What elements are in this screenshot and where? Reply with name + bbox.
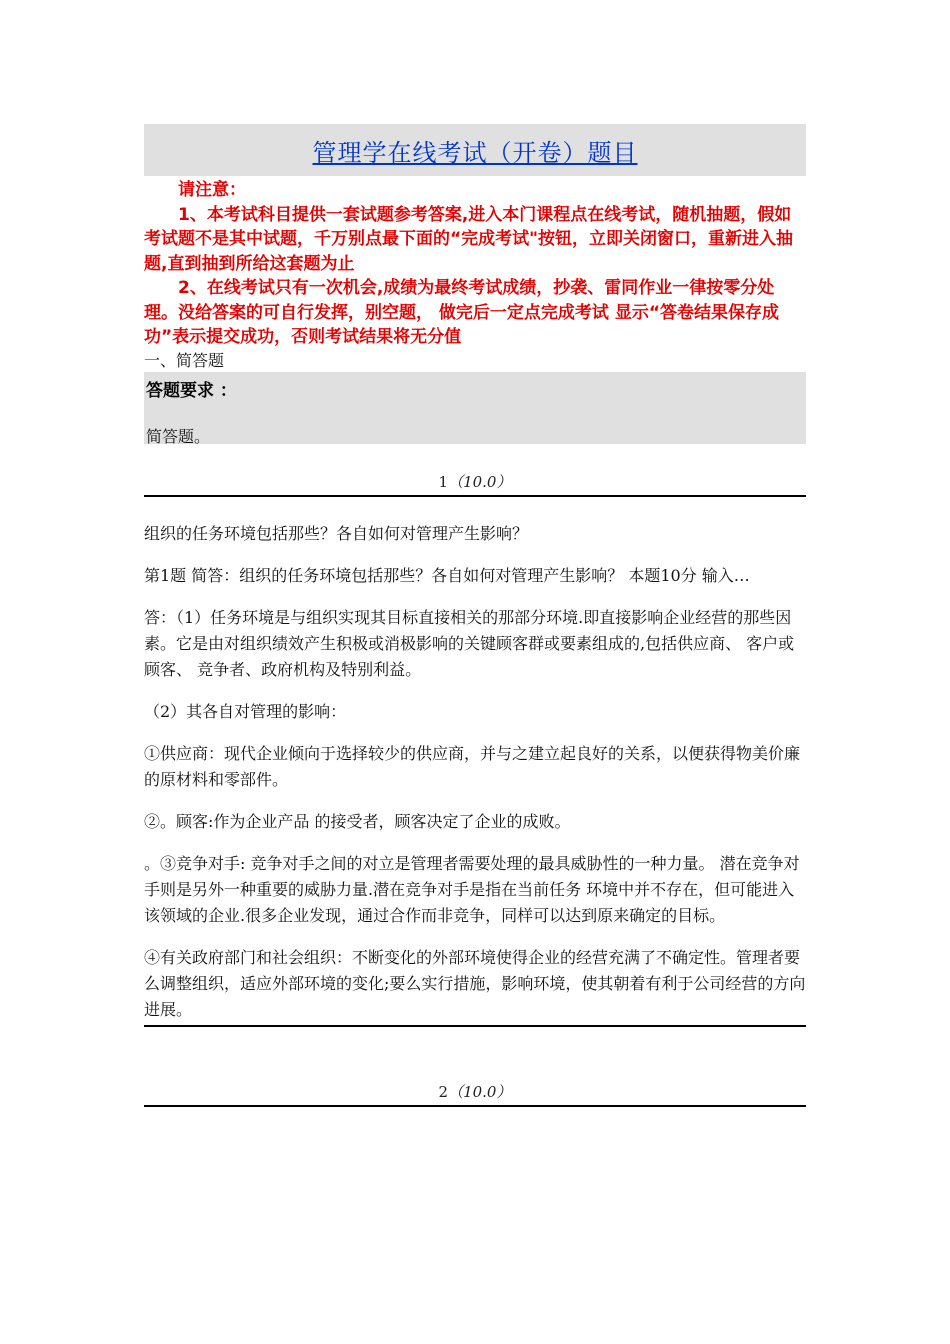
answer-paragraph: ④有关政府部门和社会组织：不断变化的外部环境使得企业的经营充满了不确定性。管理者要么调整组织，适应外部环境的变化;要么实行措施，影响环境，使其朝着有利于公司经营的方向进展。 — [144, 945, 806, 1027]
section-heading: 一、简答题 — [144, 350, 225, 370]
answer-paragraph: （2）其各自对管理的影响： — [144, 701, 347, 721]
page-title[interactable]: 管理学在线考试（开卷）题目 — [312, 138, 638, 167]
question-1-score: （10.0） — [448, 472, 512, 491]
notice-heading: 请注意： — [178, 180, 246, 200]
question-2-header — [144, 1081, 806, 1107]
requirements-title: 答题要求 ： — [146, 380, 237, 401]
question-2-score: （10.0） — [448, 1082, 512, 1101]
title-band — [144, 124, 806, 176]
question-1-prompt: 组织的任务环境包括那些？各自如何对管理产生影响？ — [144, 523, 529, 543]
answer-paragraph: 。③竞争对手: 竞争对手之间的对立是管理者需要处理的最具威胁性的一种力量。 潜在竞争对手则是另外一种重要的威胁力量.潜在竞争对手是指在当前任务 环境中并不存在，但可能进入该领域的企业.很多企业发现，通过合作而非竞争，同样可以达到原来确定的目标。 — [144, 853, 800, 925]
requirements-text: 简答题。 — [146, 426, 211, 446]
question-1-header — [144, 471, 806, 497]
question-1-number: 1 — [438, 472, 449, 491]
notice-item-1: 1、本考试科目提供一套试题参考答案,进入本门课程点在线考试，随机抽题，假如考试题不是其中试题，千万别点最下面的“完成考试"按钮，立即关闭窗口，重新进入抽题,直到抽到所给这套题为止 — [144, 204, 794, 274]
question-1-body — [144, 521, 806, 1027]
exam-page — [144, 124, 806, 1107]
answer-paragraph: 答：（1）任务环境是与组织实现其目标直接相关的那部分环境.即直接影响企业经营的那些因素。它是由对组织绩效产生积极或消极影响的关键顾客群或要素组成的,包括供应商、 客户或顾客、 竞争者、政府机构及特别利益。 — [144, 607, 795, 679]
question-2-number: 2 — [438, 1082, 449, 1101]
requirements-band — [144, 372, 806, 444]
notice-item-2: 2、在线考试只有一次机会,成绩为最终考试成绩，抄袭、雷同作业一律按零分处理。没给答案的可自行发挥，别空题， 做完后一定点完成考试 显示“答卷结果保存成功”表示提交成功，否则考试结果将无分值 — [144, 278, 780, 347]
notice-block — [144, 178, 806, 350]
answer-paragraph: ①供应商：现代企业倾向于选择较少的供应商，并与之建立起良好的关系，以便获得物美价廉的原材料和零部件。 — [144, 743, 801, 789]
question-1-info: 第1题 简答：组织的任务环境包括那些？各自如何对管理产生影响？ 本题10分 输入… — [144, 565, 750, 585]
answer-paragraph: ②。顾客:作为企业产品 的接受者，顾客决定了企业的成败。 — [144, 811, 571, 831]
